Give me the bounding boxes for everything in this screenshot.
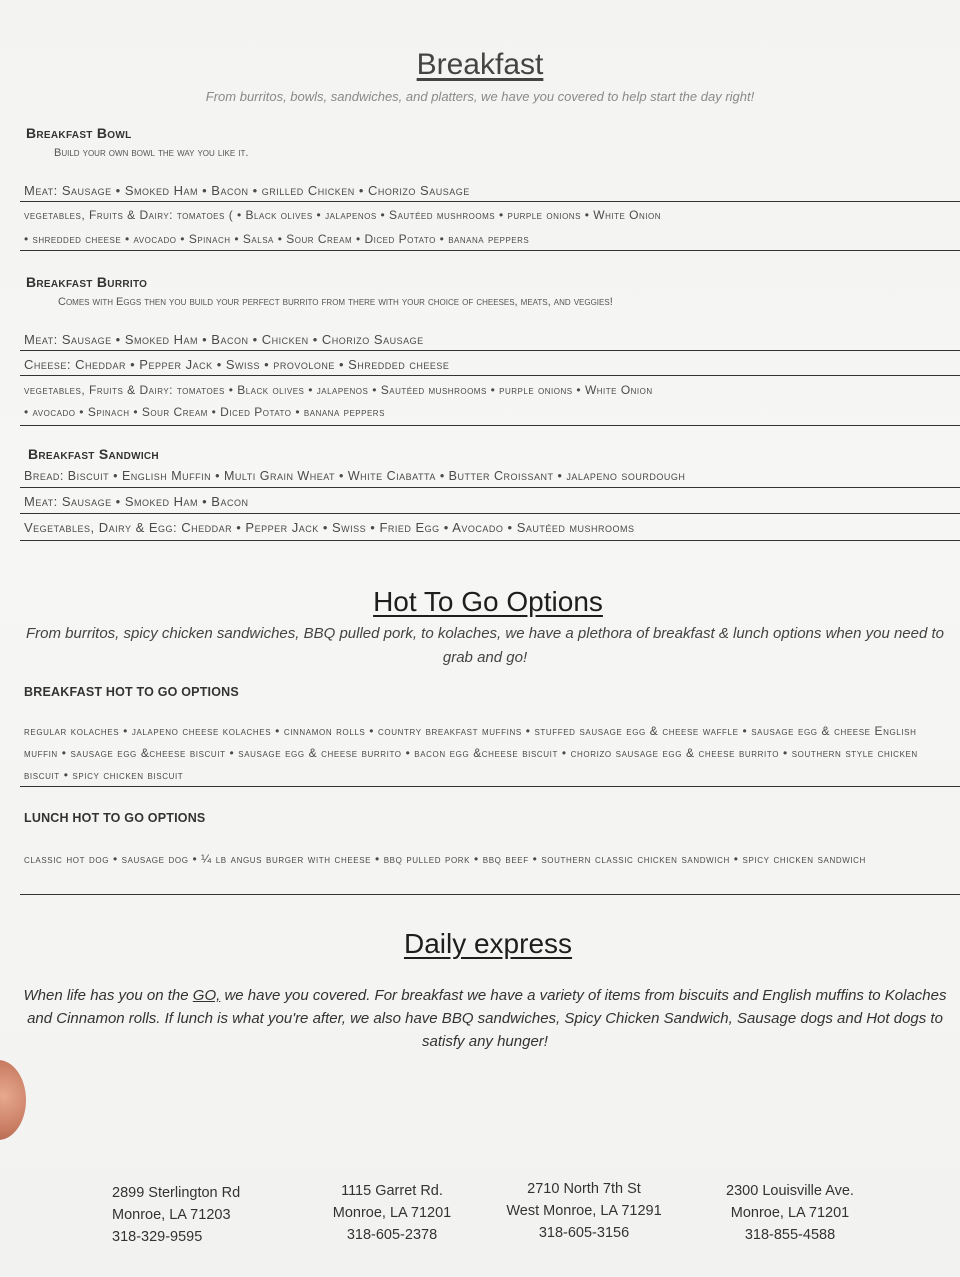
sandwich-meat-options: Meat: Sausage • Smoked Ham • Bacon — [24, 494, 249, 509]
bowl-meat-options: Meat: Sausage • Smoked Ham • Bacon • grilled Chicken • Chorizo Sausage — [24, 183, 470, 198]
location-city: Monroe, LA 71201 — [730, 1205, 850, 1221]
breakfast-hot-to-go-heading: BREAKFAST HOT TO GO OPTIONS — [24, 685, 239, 699]
lunch-hot-to-go-items: classic hot dog • sausage dog • ¼ lb angus burger with cheese • bbq pulled pork • bbq beef • southern classic chicken sandwich • spicy chicken sandwich — [24, 852, 866, 866]
divider — [20, 375, 960, 376]
breakfast-burrito-description: Comes with Eggs then you build your perfect burrito from there with your choice of cheeses, meats, and veggies! — [58, 296, 613, 308]
location-city: Monroe, LA 71201 — [332, 1205, 452, 1221]
lunch-hot-to-go-heading: LUNCH HOT TO GO OPTIONS — [24, 811, 206, 825]
hot-to-go-title: Hot To Go Options — [373, 586, 603, 617]
divider — [20, 540, 960, 541]
divider — [20, 786, 960, 787]
location-2 — [322, 1180, 462, 1246]
breakfast-bowl-heading: Breakfast Bowl — [26, 125, 132, 141]
divider — [20, 425, 960, 426]
burrito-cheese-options: Cheese: Cheddar • Pepper Jack • Swiss • provolone • Shredded cheese — [24, 357, 450, 372]
location-3 — [496, 1178, 672, 1244]
sandwich-bread-options: Bread: Biscuit • English Muffin • Multi Grain Wheat • White Ciabatta • Butter Croissant • jalapeno sourdough — [24, 469, 686, 483]
daily-express-text — [20, 984, 950, 1053]
divider — [20, 894, 960, 895]
location-street: 1115 Garret Rd. — [341, 1183, 443, 1199]
daily-express-go: GO, — [192, 987, 221, 1004]
divider — [20, 350, 960, 351]
breakfast-subtitle: From burritos, bowls, sandwiches, and platters, we have you covered to help start the day right! — [205, 89, 755, 104]
divider — [20, 487, 960, 488]
location-street: 2710 North 7th St — [527, 1181, 641, 1197]
divider — [20, 201, 960, 202]
location-phone: 318-329-9595 — [112, 1229, 203, 1245]
location-city: West Monroe, LA 71291 — [506, 1203, 662, 1219]
location-phone: 318-605-2378 — [346, 1227, 438, 1243]
bowl-veg-options-line2: • shredded cheese • avocado • Spinach • Salsa • Sour Cream • Diced Potato • banana peppers — [24, 232, 530, 246]
divider — [20, 513, 960, 514]
breakfast-hot-to-go-items: regular kolaches • jalapeno cheese kolaches • cinnamon rolls • country breakfast muffins • stuffed sausage egg & cheese waffle • sausage egg & cheese English muffin • sausage egg &cheese biscuit • sausage egg & cheese burrito • bacon egg &cheese biscuit • chorizo sausage egg & cheese burrito • southern style chicken biscuit • spicy chicken biscuit — [24, 724, 918, 782]
sandwich-veg-options: Vegetables, Dairy & Egg: Cheddar • Pepper Jack • Swiss • Fried Egg • Avocado • Sautéed mushrooms — [24, 520, 635, 535]
breakfast-title: Breakfast — [416, 48, 544, 81]
daily-express-title: Daily express — [403, 928, 573, 959]
daily-express-text-start: When life has you on the — [23, 987, 193, 1004]
location-street: 2300 Louisville Ave. — [726, 1183, 854, 1199]
breakfast-sandwich-heading: Breakfast Sandwich — [28, 446, 159, 462]
location-city: Monroe, LA 71203 — [112, 1207, 231, 1223]
location-4 — [712, 1180, 868, 1246]
breakfast-bowl-description: Build your own bowl the way you like it. — [54, 147, 249, 159]
location-street: 2899 Sterlington Rd — [112, 1185, 241, 1201]
divider — [20, 250, 960, 251]
location-phone: 318-855-4588 — [744, 1227, 836, 1243]
location-1 — [112, 1182, 240, 1248]
burrito-meat-options: Meat: Sausage • Smoked Ham • Bacon • Chicken • Chorizo Sausage — [24, 332, 424, 347]
daily-express-text-end: we have you covered. For breakfast we have a variety of items from biscuits and English muffins to Kolaches and Cinnamon rolls. If lunch is what you're after, we also have BBQ sandwiches, Spicy Chicken Sandwich, Sausage dogs and Hot dogs to satisfy any hunger! — [27, 987, 947, 1050]
breakfast-burrito-heading: Breakfast Burrito — [26, 274, 148, 290]
burrito-veg-options-line2: • avocado • Spinach • Sour Cream • Diced Potato • banana peppers — [24, 405, 385, 419]
hot-to-go-subtitle: From burritos, spicy chicken sandwiches, BBQ pulled pork, to kolaches, we have a plethora of breakfast & lunch options when you need to grab and go! — [26, 625, 944, 666]
location-phone: 318-605-3156 — [538, 1225, 630, 1241]
burrito-veg-options-line1: vegetables, Fruits & Dairy: tomatoes • Black olives • jalapenos • Sautéed mushrooms • purple onions • White Onion — [24, 383, 653, 397]
thumb-photo-edge — [0, 1060, 26, 1140]
bowl-veg-options-line1: vegetables, Fruits & Dairy: tomatoes ( • Black olives • jalapenos • Sautéed mushrooms • purple onions • White Onion — [24, 208, 661, 222]
